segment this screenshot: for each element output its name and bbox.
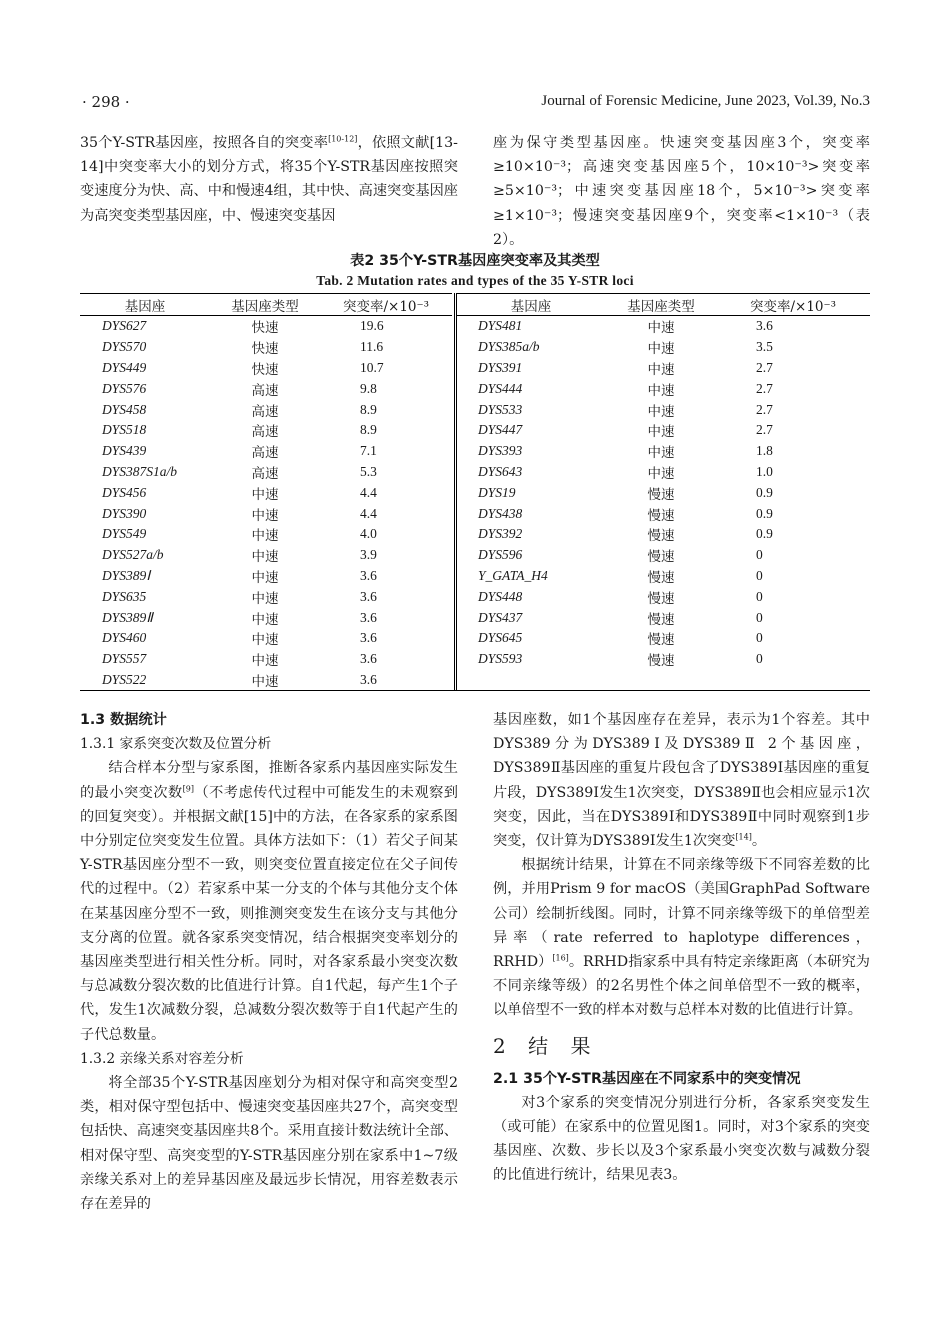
top-left-column (80, 131, 458, 228)
table-row (80, 524, 452, 545)
rate-cell: 8.9 (360, 422, 377, 438)
table-bottom-rule (80, 690, 870, 691)
rate-cell: 1.8 (756, 443, 773, 459)
table-caption-en: Tab. 2 Mutation rates and types of the 35 Y-STR loci (316, 273, 634, 288)
rate-cell: 3.6 (360, 609, 377, 625)
table-row (80, 628, 452, 649)
page-number: · 298 · (82, 93, 130, 111)
rate-cell: 2.7 (756, 359, 773, 375)
locus-cell: DYS549 (102, 526, 147, 542)
locus-cell: DYS593 (478, 651, 523, 667)
type-cell: 高速 (251, 465, 279, 482)
locus-cell: DYS393 (478, 443, 523, 459)
locus-cell: DYS527a/b (102, 547, 164, 563)
type-cell: 慢速 (647, 569, 675, 586)
type-cell: 慢速 (647, 507, 675, 524)
mutation-table-left (80, 293, 452, 690)
rate-cell: 11.6 (360, 339, 384, 355)
rate-cell: 3.9 (360, 547, 377, 563)
table-row (80, 316, 452, 337)
table-row (456, 545, 870, 566)
table-row (456, 462, 870, 483)
rate-cell: 3.6 (360, 671, 377, 687)
locus-cell: DYS19 (478, 484, 516, 500)
type-cell: 中速 (251, 569, 279, 586)
type-cell: 高速 (251, 382, 279, 399)
type-cell: 慢速 (647, 632, 675, 649)
table-row (456, 358, 870, 379)
locus-cell: DYS389Ⅱ (102, 609, 153, 625)
table-row (456, 670, 870, 691)
table-row (80, 378, 452, 399)
table-row (80, 566, 452, 587)
col-header-rate: 突变率/×10⁻³ (716, 294, 870, 316)
type-cell (606, 670, 716, 691)
rate-cell: 0 (756, 588, 763, 604)
rate-cell: 0 (756, 651, 763, 667)
locus-cell: DYS437 (478, 609, 523, 625)
type-cell: 中速 (647, 465, 675, 482)
locus-cell: DYS389Ⅰ (102, 567, 151, 583)
type-cell: 慢速 (647, 486, 675, 503)
type-cell: 快速 (251, 320, 279, 337)
rate-cell: 0 (756, 547, 763, 563)
table-row (456, 399, 870, 420)
rate-cell: 1.0 (756, 463, 773, 479)
table-row (456, 420, 870, 441)
rate-cell: 0.9 (756, 505, 773, 521)
rate-cell: 3.6 (360, 567, 377, 583)
rate-cell: 3.6 (360, 651, 377, 667)
table-row (456, 337, 870, 358)
paragraph-rrhd: 根据统计结果，计算在不同亲缘等级下不同容差数的比例，并用Prism 9 for macOS（美国GraphPad Software公司）绘制折线图。同时，计算不同亲缘等级下的单倍型差异率（rate referred to haplotype differences，RRHD）[16]。RRHD指家系中具有特定亲缘距离（本研究为不同亲缘等级）的2名男性个体之间单倍型不一致的概率，以单倍型不一致的样本对数与总样本对数的比值进行计算。 (493, 857, 870, 1019)
type-cell: 高速 (251, 403, 279, 420)
table-row (456, 441, 870, 462)
col-header-type: 基因座类型 (210, 294, 320, 316)
table-row (456, 482, 870, 503)
table-row (456, 524, 870, 545)
subsection-heading-2-1: 2.1 35个Y-STR基因座在不同家系中的突变情况 (493, 1070, 801, 1087)
bottom-right-column (493, 708, 870, 1188)
table-row (456, 649, 870, 670)
locus-cell: DYS449 (102, 359, 147, 375)
col-header-rate: 突变率/×10⁻³ (320, 294, 452, 316)
table-row (80, 607, 452, 628)
type-cell: 中速 (251, 673, 279, 690)
rate-cell: 9.8 (360, 380, 377, 396)
locus-cell: DYS456 (102, 484, 147, 500)
journal-header: Journal of Forensic Medicine, June 2023, Vol.39, No.3 (541, 93, 870, 109)
locus-cell: DYS522 (102, 671, 147, 687)
rate-cell: 0 (756, 567, 763, 583)
rate-cell: 2.7 (756, 380, 773, 396)
mutation-table-right (456, 293, 870, 690)
intro-paragraph: 35个Y-STR基因座，按照各自的突变率[10-12]，依照文献[13-14]中突变率大小的划分方式，将35个Y-STR基因座按照突变速度分为快、高、中和慢速4组，其中快、高速突变基因座为高突变类型基因座，中、慢速突变基因 (80, 134, 458, 224)
table-row (456, 586, 870, 607)
locus-cell: DYS518 (102, 422, 147, 438)
table-row (80, 420, 452, 441)
intro-paragraph-cont: 座为保守类型基因座。快速突变基因座3个，突变率≥10×10⁻³；高速突变基因座5个，10×10⁻³>突变率≥5×10⁻³；中速突变基因座18个，5×10⁻³>突变率≥1×10⁻³；慢速突变基因座9个，突变率<1×10⁻³（表2）。 (493, 135, 870, 248)
locus-cell: DYS438 (478, 505, 523, 521)
rate-cell: 3.6 (360, 630, 377, 646)
type-cell: 中速 (251, 507, 279, 524)
rate-cell: 5.3 (360, 463, 377, 479)
type-cell: 中速 (251, 528, 279, 545)
locus-cell: DYS533 (478, 401, 523, 417)
rate-cell: 2.7 (756, 401, 773, 417)
type-cell: 慢速 (647, 549, 675, 566)
rate-cell: 10.7 (360, 359, 384, 375)
type-cell: 中速 (251, 653, 279, 670)
col-header-locus: 基因座 (80, 294, 210, 316)
top-right-column (493, 131, 870, 252)
rate-cell: 3.6 (360, 588, 377, 604)
rate-cell: 3.6 (756, 318, 773, 334)
locus-cell: DYS643 (478, 463, 523, 479)
col-header-type: 基因座类型 (606, 294, 716, 316)
rate-cell: 4.0 (360, 526, 377, 542)
type-cell: 中速 (647, 445, 675, 462)
table-row (456, 378, 870, 399)
rate-cell (716, 670, 870, 691)
table-row (456, 503, 870, 524)
type-cell: 慢速 (647, 590, 675, 607)
type-cell: 中速 (251, 549, 279, 566)
type-cell: 中速 (251, 486, 279, 503)
locus-cell: DYS458 (102, 401, 147, 417)
paragraph-2-1: 对3个家系的突变情况分别进行分析，各家系突变发生（或可能）在家系中的位置见图1。同时，对3个家系的突变基因座、次数、步长以及3个家系最小突变次数与减数分裂的比值进行统计，结果见表3。 (493, 1094, 870, 1184)
col-header-locus: 基因座 (456, 294, 606, 316)
locus-cell: DYS444 (478, 380, 523, 396)
type-cell: 中速 (647, 341, 675, 358)
locus-cell: DYS387S1a/b (102, 463, 178, 479)
locus-cell: DYS570 (102, 339, 147, 355)
locus-cell: DYS392 (478, 526, 523, 542)
type-cell: 中速 (647, 382, 675, 399)
rate-cell: 19.6 (360, 318, 384, 334)
table-row (80, 670, 452, 691)
bottom-left-column (80, 708, 458, 1216)
table-caption-zh: 表2 35个Y-STR基因座突变率及其类型 (350, 253, 600, 269)
locus-cell: Y_GATA_H4 (478, 567, 548, 583)
rate-cell: 4.4 (360, 505, 377, 521)
type-cell: 高速 (251, 445, 279, 462)
subsection-heading-1-3-1: 1.3.1 家系突变次数及位置分析 (80, 736, 272, 753)
table-row (456, 316, 870, 337)
type-cell: 慢速 (647, 611, 675, 628)
type-cell: 中速 (251, 590, 279, 607)
table-row (456, 566, 870, 587)
table-row (80, 503, 452, 524)
table-row (80, 358, 452, 379)
table-row (80, 586, 452, 607)
type-cell: 慢速 (647, 653, 675, 670)
locus-cell: DYS576 (102, 380, 147, 396)
rate-cell: 8.9 (360, 401, 377, 417)
table-row (456, 607, 870, 628)
locus-cell: DYS635 (102, 588, 147, 604)
rate-cell: 0 (756, 630, 763, 646)
type-cell: 中速 (251, 611, 279, 628)
locus-cell: DYS391 (478, 359, 523, 375)
table-row (80, 482, 452, 503)
locus-cell: DYS439 (102, 443, 147, 459)
locus-cell: DYS447 (478, 422, 523, 438)
paragraph-1-3-2-cont: 基因座数，如1个基因座存在差异，表示为1个容差。其中DYS389分为DYS389Ⅰ及DYS389Ⅱ 2个基因座，DYS389Ⅱ基因座的重复片段包含了DYS389Ⅰ基因座的重复片段，DYS389Ⅰ发生1次突变，DYS389Ⅱ也会相应显示1次突变，因此，当在DYS389Ⅰ和DYS389Ⅱ中同时观察到1步突变，仅计算为DYS389Ⅰ发生1次突变[14]。 (493, 712, 870, 850)
section-heading-1-3: 1.3 数据统计 (80, 712, 167, 728)
type-cell: 中速 (647, 320, 675, 337)
type-cell: 中速 (647, 403, 675, 420)
rate-cell: 0 (756, 609, 763, 625)
table-row (80, 545, 452, 566)
table-row (80, 649, 452, 670)
locus-cell: DYS390 (102, 505, 147, 521)
type-cell: 快速 (251, 361, 279, 378)
rate-cell: 2.7 (756, 422, 773, 438)
type-cell: 慢速 (647, 528, 675, 545)
rate-cell: 7.1 (360, 443, 377, 459)
locus-cell: DYS385a/b (478, 339, 540, 355)
rate-cell: 0.9 (756, 484, 773, 500)
type-cell: 中速 (647, 424, 675, 441)
rate-cell: 0.9 (756, 526, 773, 542)
table-row (80, 399, 452, 420)
subsection-heading-1-3-2: 1.3.2 亲缘关系对容差分析 (80, 1050, 244, 1067)
table-row (80, 462, 452, 483)
locus-cell: DYS645 (478, 630, 523, 646)
type-cell: 高速 (251, 424, 279, 441)
locus-cell: DYS481 (478, 318, 523, 334)
table-row (80, 441, 452, 462)
type-cell: 中速 (647, 361, 675, 378)
locus-cell: DYS596 (478, 547, 523, 563)
type-cell: 快速 (251, 341, 279, 358)
table-row (80, 337, 452, 358)
locus-cell: DYS627 (102, 318, 147, 334)
locus-cell (456, 670, 606, 691)
rate-cell: 3.5 (756, 339, 773, 355)
locus-cell: DYS448 (478, 588, 523, 604)
table-row (456, 628, 870, 649)
section-heading-2: 2 结 果 (493, 1033, 599, 1058)
table-divider (454, 293, 457, 690)
paragraph-1-3-2: 将全部35个Y-STR基因座划分为相对保守和高突变型2类，相对保守型包括中、慢速突变基因座共27个，高突变型包括快、高速突变基因座共8个。采用直接计数法统计全部、相对保守型、高突变型的Y-STR基因座分别在家系中1~7级亲缘关系对上的差异基因座及最远步长情况，用容差数表示存在差异的 (80, 1075, 458, 1213)
paragraph-1-3-1: 结合样本分型与家系图，推断各家系内基因座实际发生的最小突变次数[9]（不考虑传代过程中可能发生的未观察到的回复突变）。并根据文献[15]中的方法，在各家系的家系图中分别定位突变发生位置。具体方法如下：（1）若父子间某Y-STR基因座分型不一致，则突变位置直接定位在父子间传代的过程中。（2）若家系中某一分支的个体与其他分支个体在某基因座分型不一致，则推测突变发生在该分支与其他分支分离的位置。就各家系突变情况，结合根据突变率划分的基因座类型进行相关性分析。同时，对各家系最小突变次数与总减数分裂次数的比值进行计算。自1代起，每产生1个子代，发生1次减数分裂，总减数分裂次数等于自1代起产生的子代总数量。 (80, 760, 458, 1043)
rate-cell: 4.4 (360, 484, 377, 500)
locus-cell: DYS557 (102, 651, 147, 667)
type-cell: 中速 (251, 632, 279, 649)
locus-cell: DYS460 (102, 630, 147, 646)
